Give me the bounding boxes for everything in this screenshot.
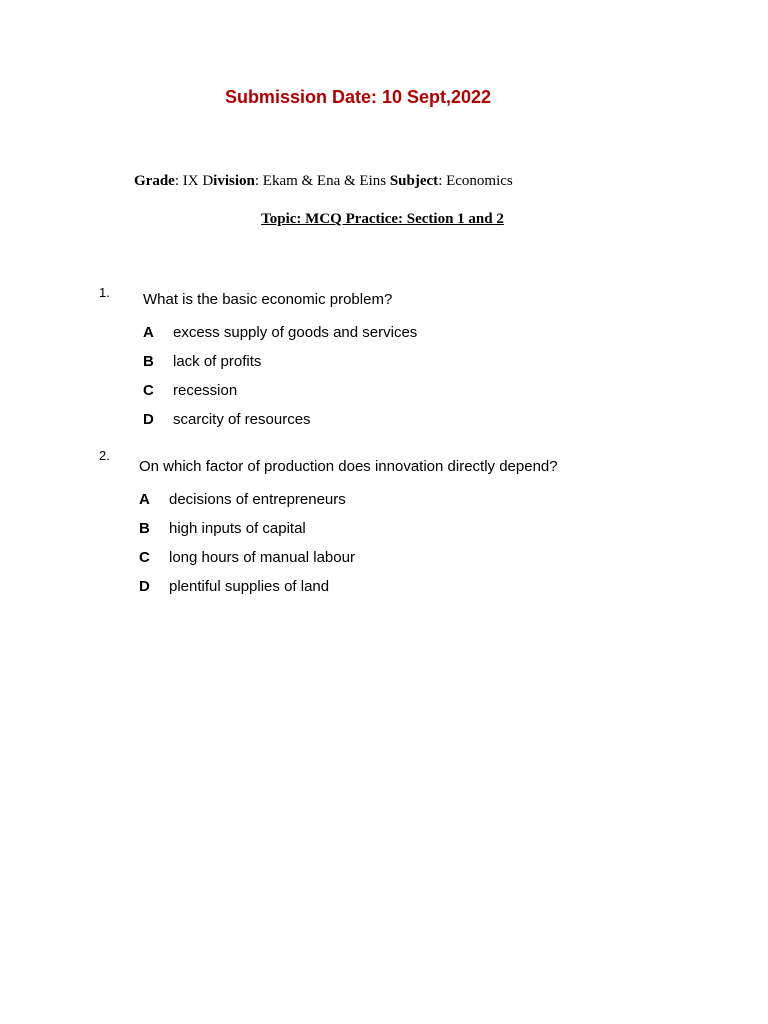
option-letter: A [143,324,154,341]
option-text: plentiful supplies of land [169,578,330,595]
division-prefix: D [202,173,214,189]
division-label: ivision [213,173,255,189]
option-letter: D [139,578,150,595]
option-text: long hours of manual labour [169,549,355,566]
option-text: excess supply of goods and services [173,324,418,341]
option-b [139,520,306,537]
subject-value: : Economics [438,173,513,189]
division-value: : Ekam & Ena & Eins [254,173,390,189]
question-text: On which factor of production does innovation directly depend? [139,458,558,475]
question-text: What is the basic economic problem? [143,291,393,308]
option-a [143,324,417,341]
option-a [139,491,346,508]
option-d [143,411,311,428]
option-letter: C [143,382,154,399]
meta-line [134,173,513,190]
topic-heading: Topic: MCQ Practice: Section 1 and 2 [261,211,504,227]
option-text: decisions of entrepreneurs [169,491,346,508]
grade-value: : IX [174,173,203,189]
option-letter: C [139,549,150,566]
submission-date: Submission Date: 10 Sept,2022 [224,87,492,107]
option-b [143,353,261,370]
option-letter: B [139,520,150,537]
question-number: 1. [99,285,110,300]
option-text: recession [173,382,238,399]
option-letter: B [143,353,154,370]
option-text: lack of profits [173,353,262,370]
option-text: scarcity of resources [173,411,311,428]
option-d [139,578,329,595]
option-c [143,382,237,399]
option-c [139,549,355,566]
option-letter: A [139,491,150,508]
grade-label: Grade [134,173,175,189]
option-text: high inputs of capital [169,520,306,537]
subject-label: Subject [389,173,439,189]
option-letter: D [143,411,154,428]
question-number: 2. [99,448,110,463]
